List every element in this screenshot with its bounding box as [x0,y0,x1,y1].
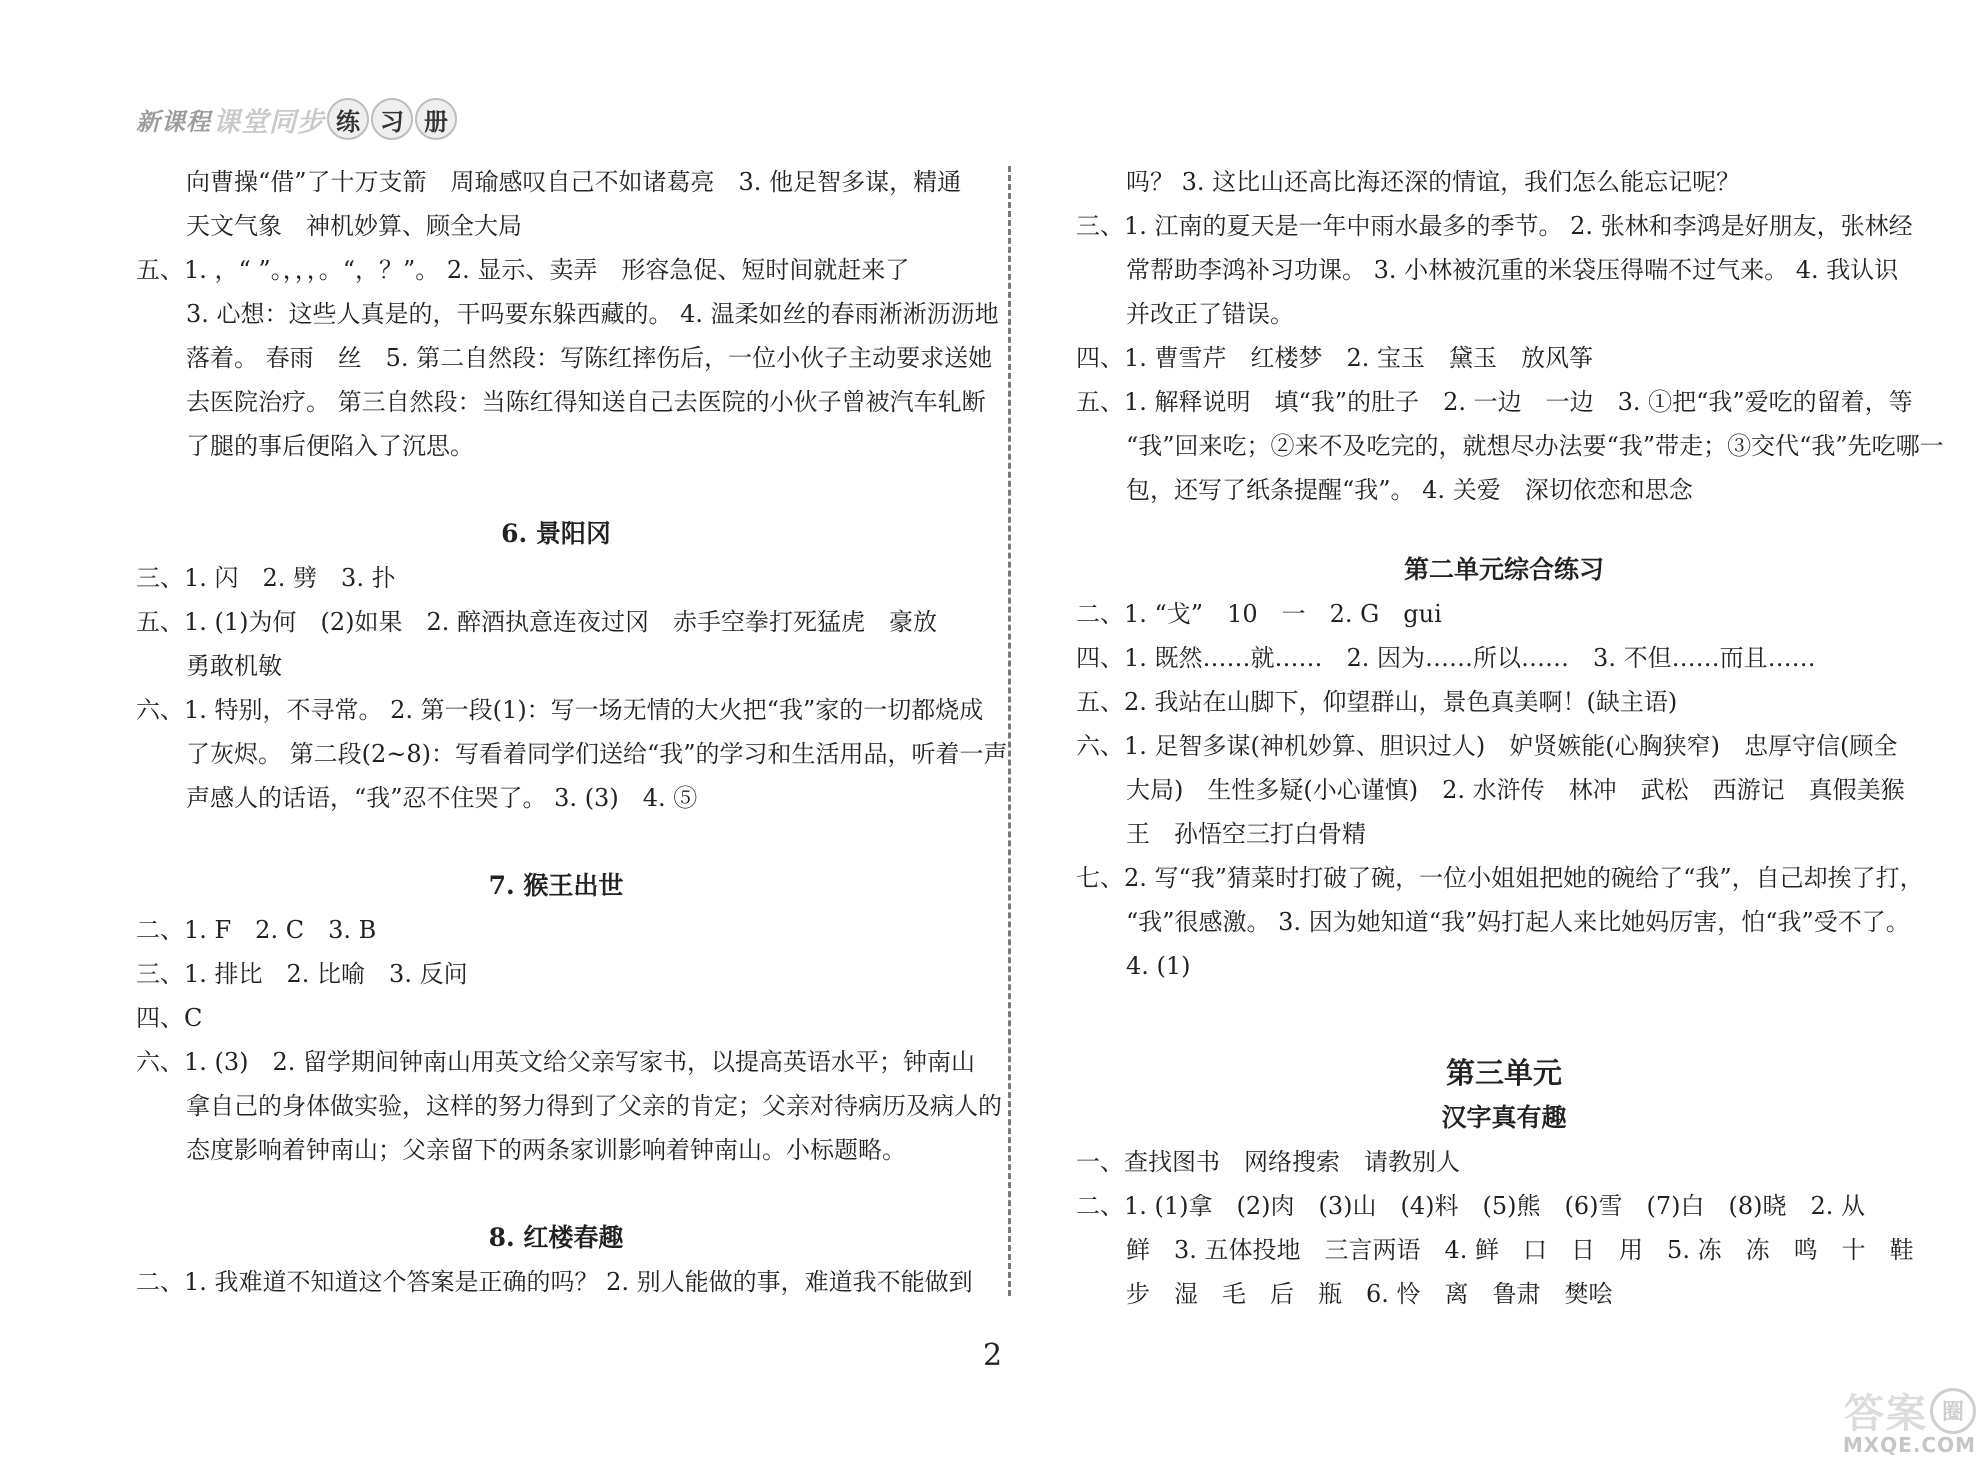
answer-line: 大局) 生性多疑(小心谨慎) 2. 水浒传 林冲 武松 西游记 真假美猴 [1126,776,1905,804]
answer-line: 二、1. (1)拿 (2)肉 (3)山 (4)料 (5)熊 (6)雪 (7)白 (8)晓 2. 从 [1076,1192,1866,1220]
answer-line: 天文气象 神机妙算、顾全大局 [186,212,522,240]
answer-line: 二、1. 我难道不知道这个答案是正确的吗？ 2. 别人能做的事，难道我不能做到 [136,1268,973,1296]
section-title: 7. 猴王出世 [488,871,624,900]
answer-line: 一、查找图书 网络搜索 请教别人 [1076,1148,1460,1176]
page-number: 2 [983,1338,1003,1373]
answer-line: 四、1. 曹雪芹 红楼梦 2. 宝玉 黛玉 放风筝 [1076,344,1594,372]
answer-line: 了灰烬。 第二段(2~8)：写看着同学们送给“我”的学习和生活用品，听着一声 [186,740,1008,768]
answer-line: 五、2. 我站在山脚下，仰望群山，景色真美啊！(缺主语) [1076,688,1678,716]
answer-line: 王 孙悟空三打白骨精 [1126,820,1366,848]
answer-line: 二、1. F 2. C 3. B [136,916,377,944]
answer-line: 并改正了错误。 [1126,300,1294,328]
watermark-site: MXQE.COM [1842,1433,1976,1457]
answer-line: 3. 心想：这些人真是的，干吗要东躲西藏的。 4. 温柔如丝的春雨淅淅沥沥地 [186,300,999,328]
left-column [136,160,1008,1304]
answer-line: 三、1. 排比 2. 比喻 3. 反问 [136,960,468,988]
column-divider [1008,166,1011,1296]
answer-line: 向曹操“借”了十万支箭 周瑜感叹自己不如诸葛亮 3. 他足智多谋，精通 [186,168,962,196]
answer-line: “我”回来吃；②来不及吃完的，就想尽办法要“我”带走；③交代“我”先吃哪一 [1126,432,1944,460]
header-badge-1: 练 [327,98,369,140]
answer-line: 四、1. 既然……就…… 2. 因为……所以…… 3. 不但……而且…… [1076,644,1816,672]
answer-line: 勇敢机敏 [186,652,282,680]
watermark-logo [1820,1382,1976,1457]
answer-line: 六、1. 足智多谋(神机妙算、胆识过人) 妒贤嫉能(心胸狭窄) 忠厚守信(顾全 [1076,732,1898,760]
section-title: 汉字真有趣 [1441,1103,1567,1132]
answer-line: 三、1. 闪 2. 劈 3. 扑 [136,564,396,592]
answer-line: 拿自己的身体做实验，这样的努力得到了父亲的肯定；父亲对待病历及病人的 [186,1092,1002,1120]
answer-line: 三、1. 江南的夏天是一年中雨水最多的季节。 2. 张林和李鸿是好朋友，张林经 [1076,212,1913,240]
book-header-logo [136,96,457,142]
header-subtitle: 课堂同步 [213,106,325,138]
answer-line: 五、1. (1)为何 (2)如果 2. 醉酒执意连夜过冈 赤手空拳打死猛虎 豪放 [136,608,938,636]
answer-line: 步 湿 毛 后 瓶 6. 怜 离 鲁肃 樊哙 [1126,1280,1613,1308]
answer-line: 包，还写了纸条提醒“我”。 4. 关爱 深切依恋和思念 [1126,476,1693,504]
answer-line: 吗？ 3. 这比山还高比海还深的情谊，我们怎么能忘记呢？ [1126,168,1741,196]
answer-line: 五、1. 解释说明 填“我”的肚子 2. 一边 一边 3. ①把“我”爱吃的留着，等 [1076,388,1913,416]
answer-line: 七、2. 写“我”猜菜时打破了碗，一位小姐姐把她的碗给了“我”，自己却挨了打， [1076,864,1924,892]
header-series: 新课程 [136,107,211,136]
right-column [1076,160,1944,1316]
answer-line: 了腿的事后便陷入了沉思。 [186,432,474,460]
watermark-main: 答案 [1844,1391,1928,1437]
watermark-circle: 圈 [1930,1388,1976,1434]
header-badge-2: 习 [371,98,413,140]
section-title: 8. 红楼春趣 [488,1223,624,1252]
answer-line: 去医院治疗。 第三自然段：当陈红得知送自己去医院的小伙子曾被汽车轧断 [186,388,986,416]
section-title: 第二单元综合练习 [1403,555,1604,584]
answer-line: 鲜 3. 五体投地 三言两语 4. 鲜 口 日 用 5. 冻 冻 鸣 十 鞋 [1126,1236,1914,1264]
answer-line: 六、1. 特别，不寻常。 2. 第一段(1)：写一场无情的大火把“我”家的一切都烧成 [136,696,984,724]
answer-line: 常帮助李鸿补习功课。 3. 小林被沉重的米袋压得喘不过气来。 4. 我认识 [1126,256,1899,284]
answer-line: 四、C [136,1004,203,1032]
answer-line: 声感人的话语，“我”忍不住哭了。 3. (3) 4. ⑤ [186,784,698,812]
answer-line: 六、1. (3) 2. 留学期间钟南山用英文给父亲写家书，以提高英语水平；钟南山 [136,1048,976,1076]
answer-line: 态度影响着钟南山；父亲留下的两条家训影响着钟南山。小标题略。 [186,1136,906,1164]
header-badge-3: 册 [415,98,457,140]
answer-line: 4. (1) [1126,952,1191,980]
section-title: 6. 景阳冈 [501,519,611,548]
answer-line: 五、1. ，“ ”。，，，。“，？”。 2. 显示、卖弄 形容急促、短时间就赶来了 [136,256,910,284]
answer-line: 二、1. “戈” 10 一 2. G gui [1076,600,1442,628]
answer-line: “我”很感激。 3. 因为她知道“我”妈打起人来比她妈厉害，怕“我”受不了。 [1126,908,1910,936]
unit-title: 第三单元 [1445,1056,1562,1090]
answer-line: 落着。 春雨 丝 5. 第二自然段：写陈红摔伤后，一位小伙子主动要求送她 [186,344,993,372]
